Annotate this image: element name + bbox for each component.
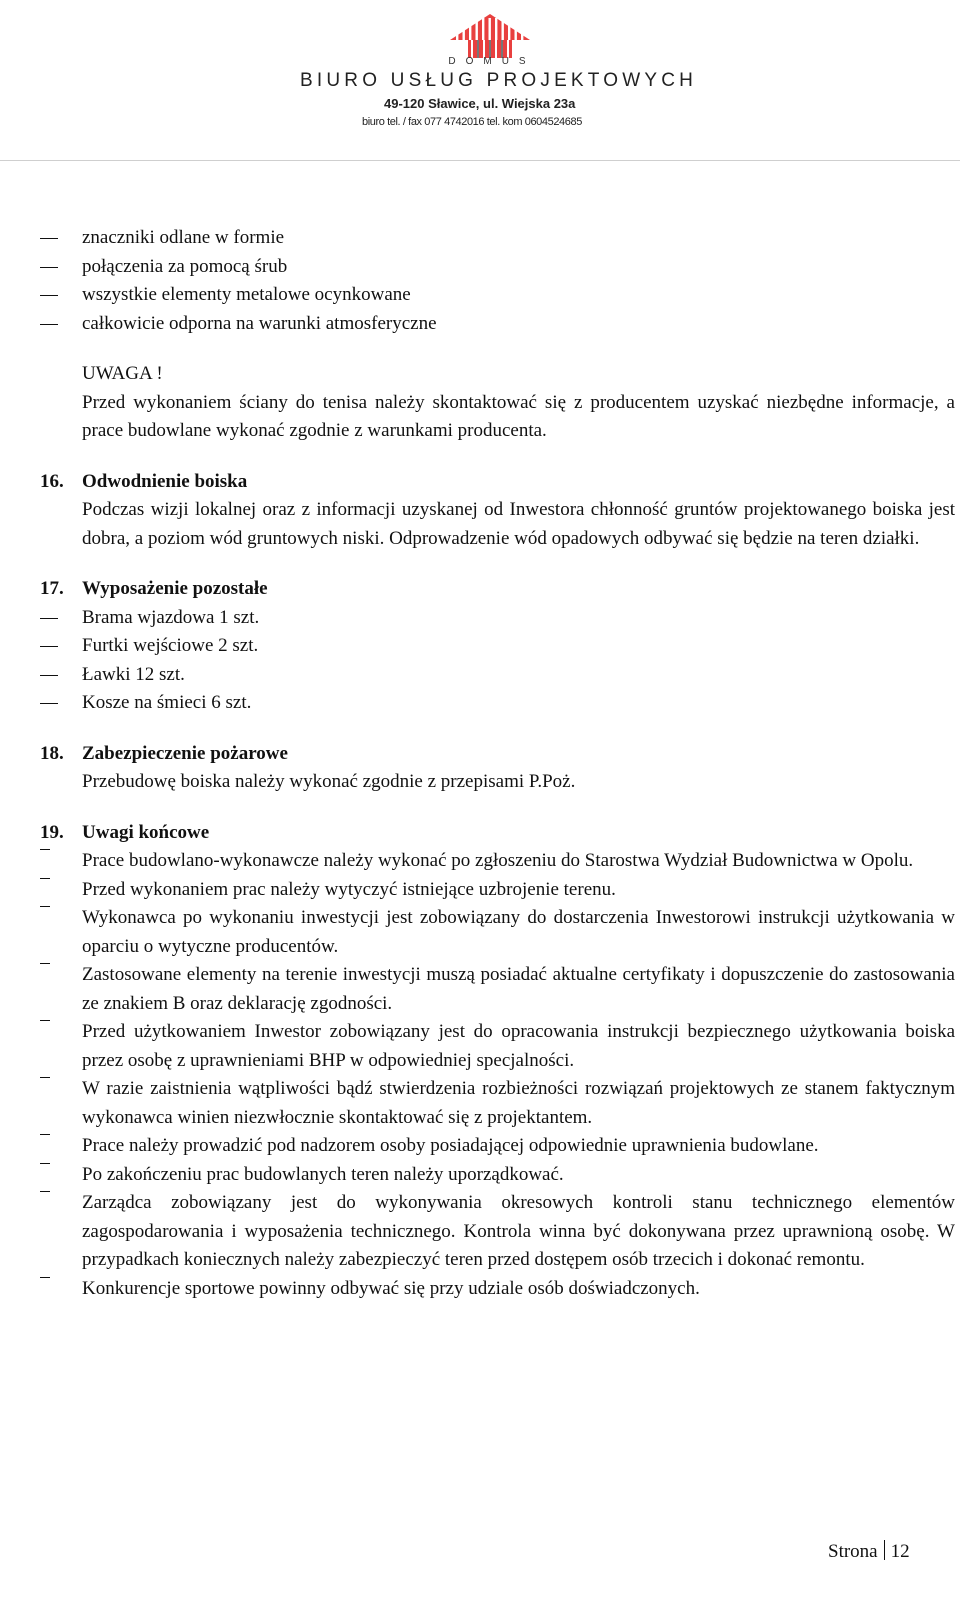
warning-note: [40, 360, 955, 446]
list-item: wszystkie elementy metalowe ocynkowane: [82, 284, 411, 305]
warning-title: UWAGA !: [82, 363, 163, 384]
house-logo-icon: [450, 14, 530, 60]
logo-stripe: [456, 18, 458, 58]
page-number: 12: [890, 1541, 910, 1562]
list-item: całkowicie odporna na warunki atmosferyczne: [82, 312, 437, 334]
list-item: Przed wykonaniem prac należy wytyczyć istniejące uzbrojenie terenu.: [82, 878, 616, 900]
footer-separator: [884, 1540, 885, 1560]
list-item: Furtki wejściowe 2 szt.: [82, 635, 259, 656]
list-item: Zastosowane elementy na terenie inwestycji muszą posiadać aktualne certyfikaty i dopuszczenie do zastosowania ze znakiem B oraz deklarację zgodności.: [82, 964, 955, 1014]
warning-text: Przed wykonaniem ściany do tenisa należy skontaktować się z producentem uzyskać niezbędne informacje, a prace budowlane wykonać zgodnie z warunkami producenta.: [82, 391, 955, 441]
page-header: [0, 0, 960, 161]
list-item: Ławki 12 szt.: [82, 663, 185, 685]
section-17: [40, 575, 955, 718]
intro-list: [40, 224, 955, 338]
logo-stripe: [463, 18, 465, 58]
company-address: 49-120 Sławice, ul. Wiejska 23a: [384, 96, 576, 111]
section-number: 17.: [40, 578, 64, 599]
list-item: Konkurencje sportowe powinny odbywać się przy udziale osób doświadczonych.: [82, 1277, 700, 1299]
section-title: Wyposażenie pozostałe: [82, 578, 268, 599]
list-item: znaczniki odlane w formie: [82, 227, 285, 248]
list-item: Wykonawca po wykonaniu inwestycji jest zobowiązany do dostarczenia Inwestorowi instrukcji użytkowania w oparciu o wytyczne producentów.: [82, 907, 955, 957]
brand-name: DOMUS: [448, 56, 536, 67]
section-16: [40, 468, 955, 554]
footer-label: Strona: [828, 1541, 878, 1562]
list-item: Przed użytkowaniem Inwestor zobowiązany jest do opracowania instrukcji bezpiecznego użytkowania boiska przez osobę z uprawnieniami BHP w odpowiedniej specjalności.: [82, 1021, 955, 1071]
section-number: 19.: [40, 821, 64, 843]
section-number: 18.: [40, 742, 64, 764]
list-item: Brama wjazdowa 1 szt.: [82, 606, 260, 628]
section-text: Podczas wizji lokalnej oraz z informacji uzyskanej od Inwestora chłonność gruntów projektowanego boiska jest dobra, a poziom wód gruntowych niski. Odprowadzenie wód opadowych odbywać się będzie na teren działki.: [82, 499, 955, 549]
document-body: [40, 224, 955, 1303]
list-item: połączenia za pomocą śrub: [82, 255, 288, 277]
section-19: [40, 819, 955, 1304]
logo-stripe: [521, 18, 523, 58]
page-footer: [828, 1540, 910, 1563]
logo-stripe: [515, 18, 517, 58]
section-title: Odwodnienie boiska: [82, 470, 248, 492]
list-item: W razie zaistnienia wątpliwości bądź stwierdzenia rozbieżności rozwiązań projektowych ze stanem faktycznym wykonawca winien niezwłocznie skontaktować się z projektantem.: [82, 1078, 955, 1128]
list-item: Prace budowlano-wykonawcze należy wykonać po zgłoszeniu do Starostwa Wydział Budownictwa w Opolu.: [82, 850, 914, 871]
list-item: Prace należy prowadzić pod nadzorem osoby posiadającej odpowiednie uprawnienia budowlane.: [82, 1135, 819, 1156]
section-18: [40, 740, 955, 797]
company-phone: biuro tel. / fax 077 4742016 tel. kom 0604524685: [362, 116, 582, 128]
section-number: 16.: [40, 470, 64, 492]
section-title: Uwagi końcowe: [82, 821, 210, 843]
section-title: Zabezpieczenie pożarowe: [82, 742, 288, 764]
section-text: Przebudowę boiska należy wykonać zgodnie z przepisami P.Poż.: [82, 771, 576, 792]
list-item: Zarządca zobowiązany jest do wykonywania okresowych kontroli stanu technicznego elementów zagospodarowania i wyposażenia technicznego. Kontrola winna być dokonywana przez uprawnioną osobę. W przypadkach koniecznych należy zabezpieczyć teren przed dostępem osób trzecich i dokonać remontu.: [82, 1192, 955, 1270]
company-name: BIURO USŁUG PROJEKTOWYCH: [300, 70, 698, 91]
list-item: Po zakończeniu prac budowlanych teren należy uporządkować.: [82, 1163, 564, 1185]
list-item: Kosze na śmieci 6 szt.: [82, 692, 252, 713]
